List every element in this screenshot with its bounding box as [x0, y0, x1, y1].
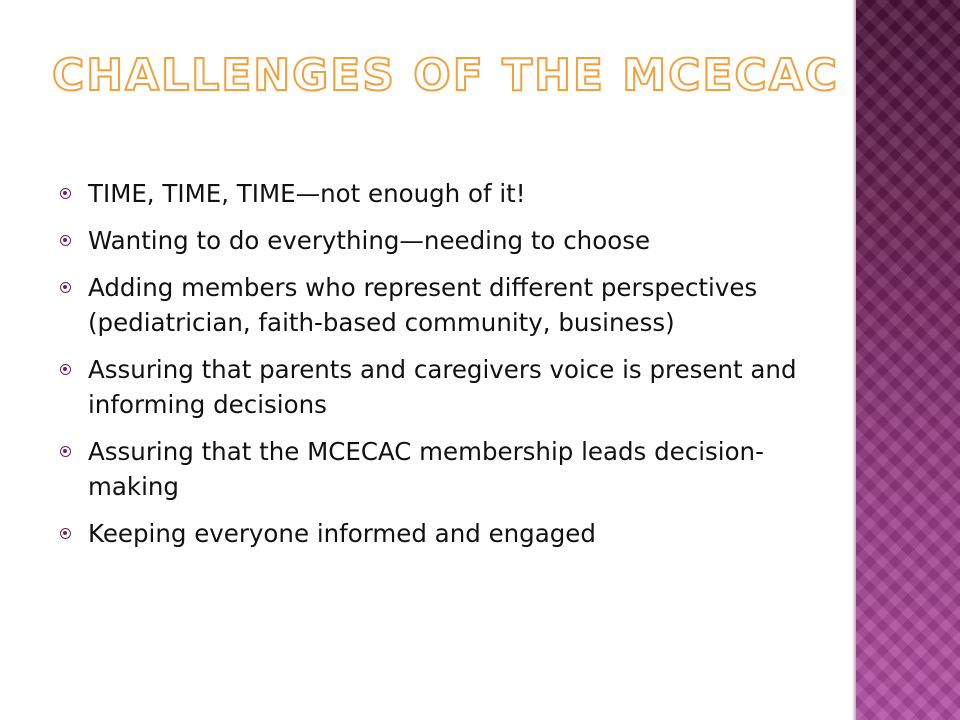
bullet-item [58, 270, 818, 340]
circle-bullet-icon [60, 446, 71, 457]
circle-bullet-icon [60, 282, 71, 293]
bullet-item [58, 352, 818, 422]
bullet-text: Assuring that parents and caregivers voice is present and informing decisions [88, 355, 797, 419]
bullet-item [58, 516, 818, 551]
circle-bullet-icon [60, 235, 71, 246]
circle-bullet-icon [60, 188, 71, 199]
slide-title: CHALLENGES OF THE MCECAC [52, 50, 840, 101]
circle-bullet-icon [60, 364, 71, 375]
bullet-item [58, 434, 818, 504]
bullet-list [58, 176, 818, 563]
bullet-text: Wanting to do everything—needing to choose [88, 226, 651, 255]
bullet-item [58, 223, 818, 258]
bullet-text: TIME, TIME, TIME—not enough of it! [88, 179, 526, 208]
bullet-text: Assuring that the MCECAC membership leads decision-making [88, 437, 764, 501]
bullet-item [58, 176, 818, 211]
circle-bullet-icon [60, 528, 71, 539]
decorative-side-panel [856, 0, 960, 720]
bullet-text: Keeping everyone informed and engaged [88, 519, 596, 548]
bullet-text: Adding members who represent different perspectives (pediatrician, faith-based community, business) [88, 273, 758, 337]
